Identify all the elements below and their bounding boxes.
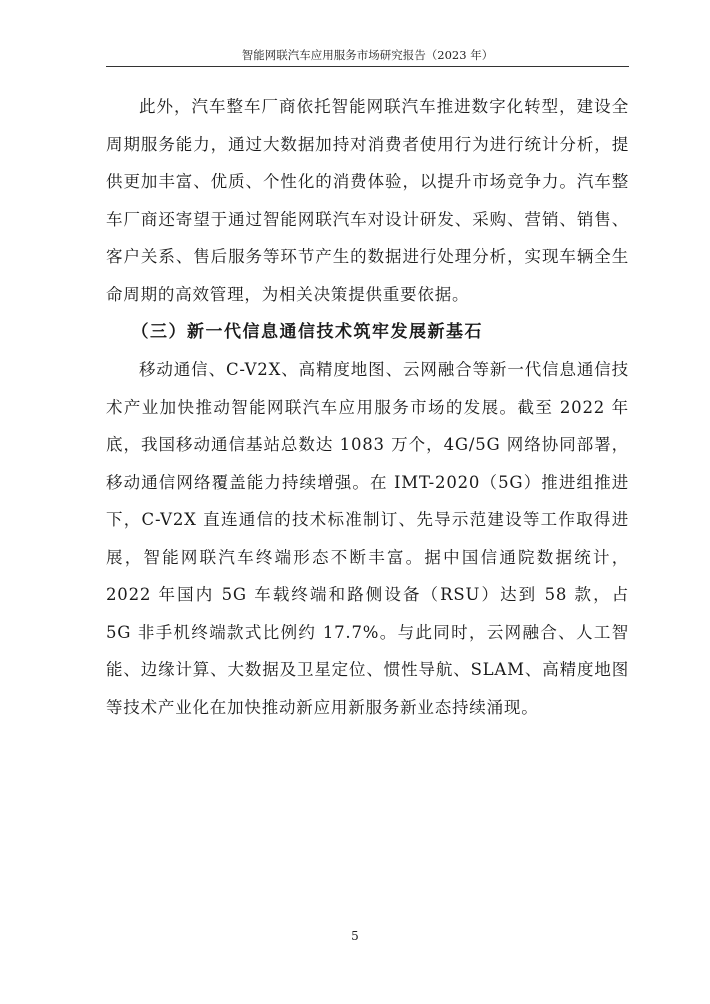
header-divider	[106, 66, 629, 67]
running-header: 智能网联汽车应用服务市场研究报告（2023 年）	[241, 48, 494, 62]
page-number: 5	[351, 929, 359, 943]
section-heading: （三）新一代信息通信技术筑牢发展新基石	[131, 322, 483, 342]
body-text	[106, 88, 629, 726]
paragraph-ict-foundation: 移动通信、C-V2X、高精度地图、云网融合等新一代信息通信技术产业加快推动智能网联汽车应用服务市场的发展。截至 2022 年底，我国移动通信基站总数达 1083 万个，4G/5G 网络协同部署，移动通信网络覆盖能力持续增强。在 IMT-2020（5G）推进组推进下，C-V2X 直连通信的技术标准制订、先导示范建设等工作取得进展，智能网联汽车终端形态不断丰富。据中国信通院数据统计，2022 年国内 5G 车载终端和路侧设备（RSU）达到 58 款，占 5G 非手机终端款式比例约 17.7%。与此同时，云网融合、人工智能、边缘计算、大数据及卫星定位、惯性导航、SLAM、高精度地图等技术产业化在加快推动新应用新服务新业态持续涌现。	[106, 360, 629, 717]
paragraph-oem-digital-transformation: 此外，汽车整车厂商依托智能网联汽车推进数字化转型，建设全周期服务能力，通过大数据加持对消费者使用行为进行统计分析，提供更加丰富、优质、个性化的消费体验，以提升市场竞争力。汽车整车厂商还寄望于通过智能网联汽车对设计研发、采购、营销、销售、客户关系、售后服务等环节产生的数据进行处理分析，实现车辆全生命周期的高效管理，为相关决策提供重要依据。	[106, 97, 629, 304]
